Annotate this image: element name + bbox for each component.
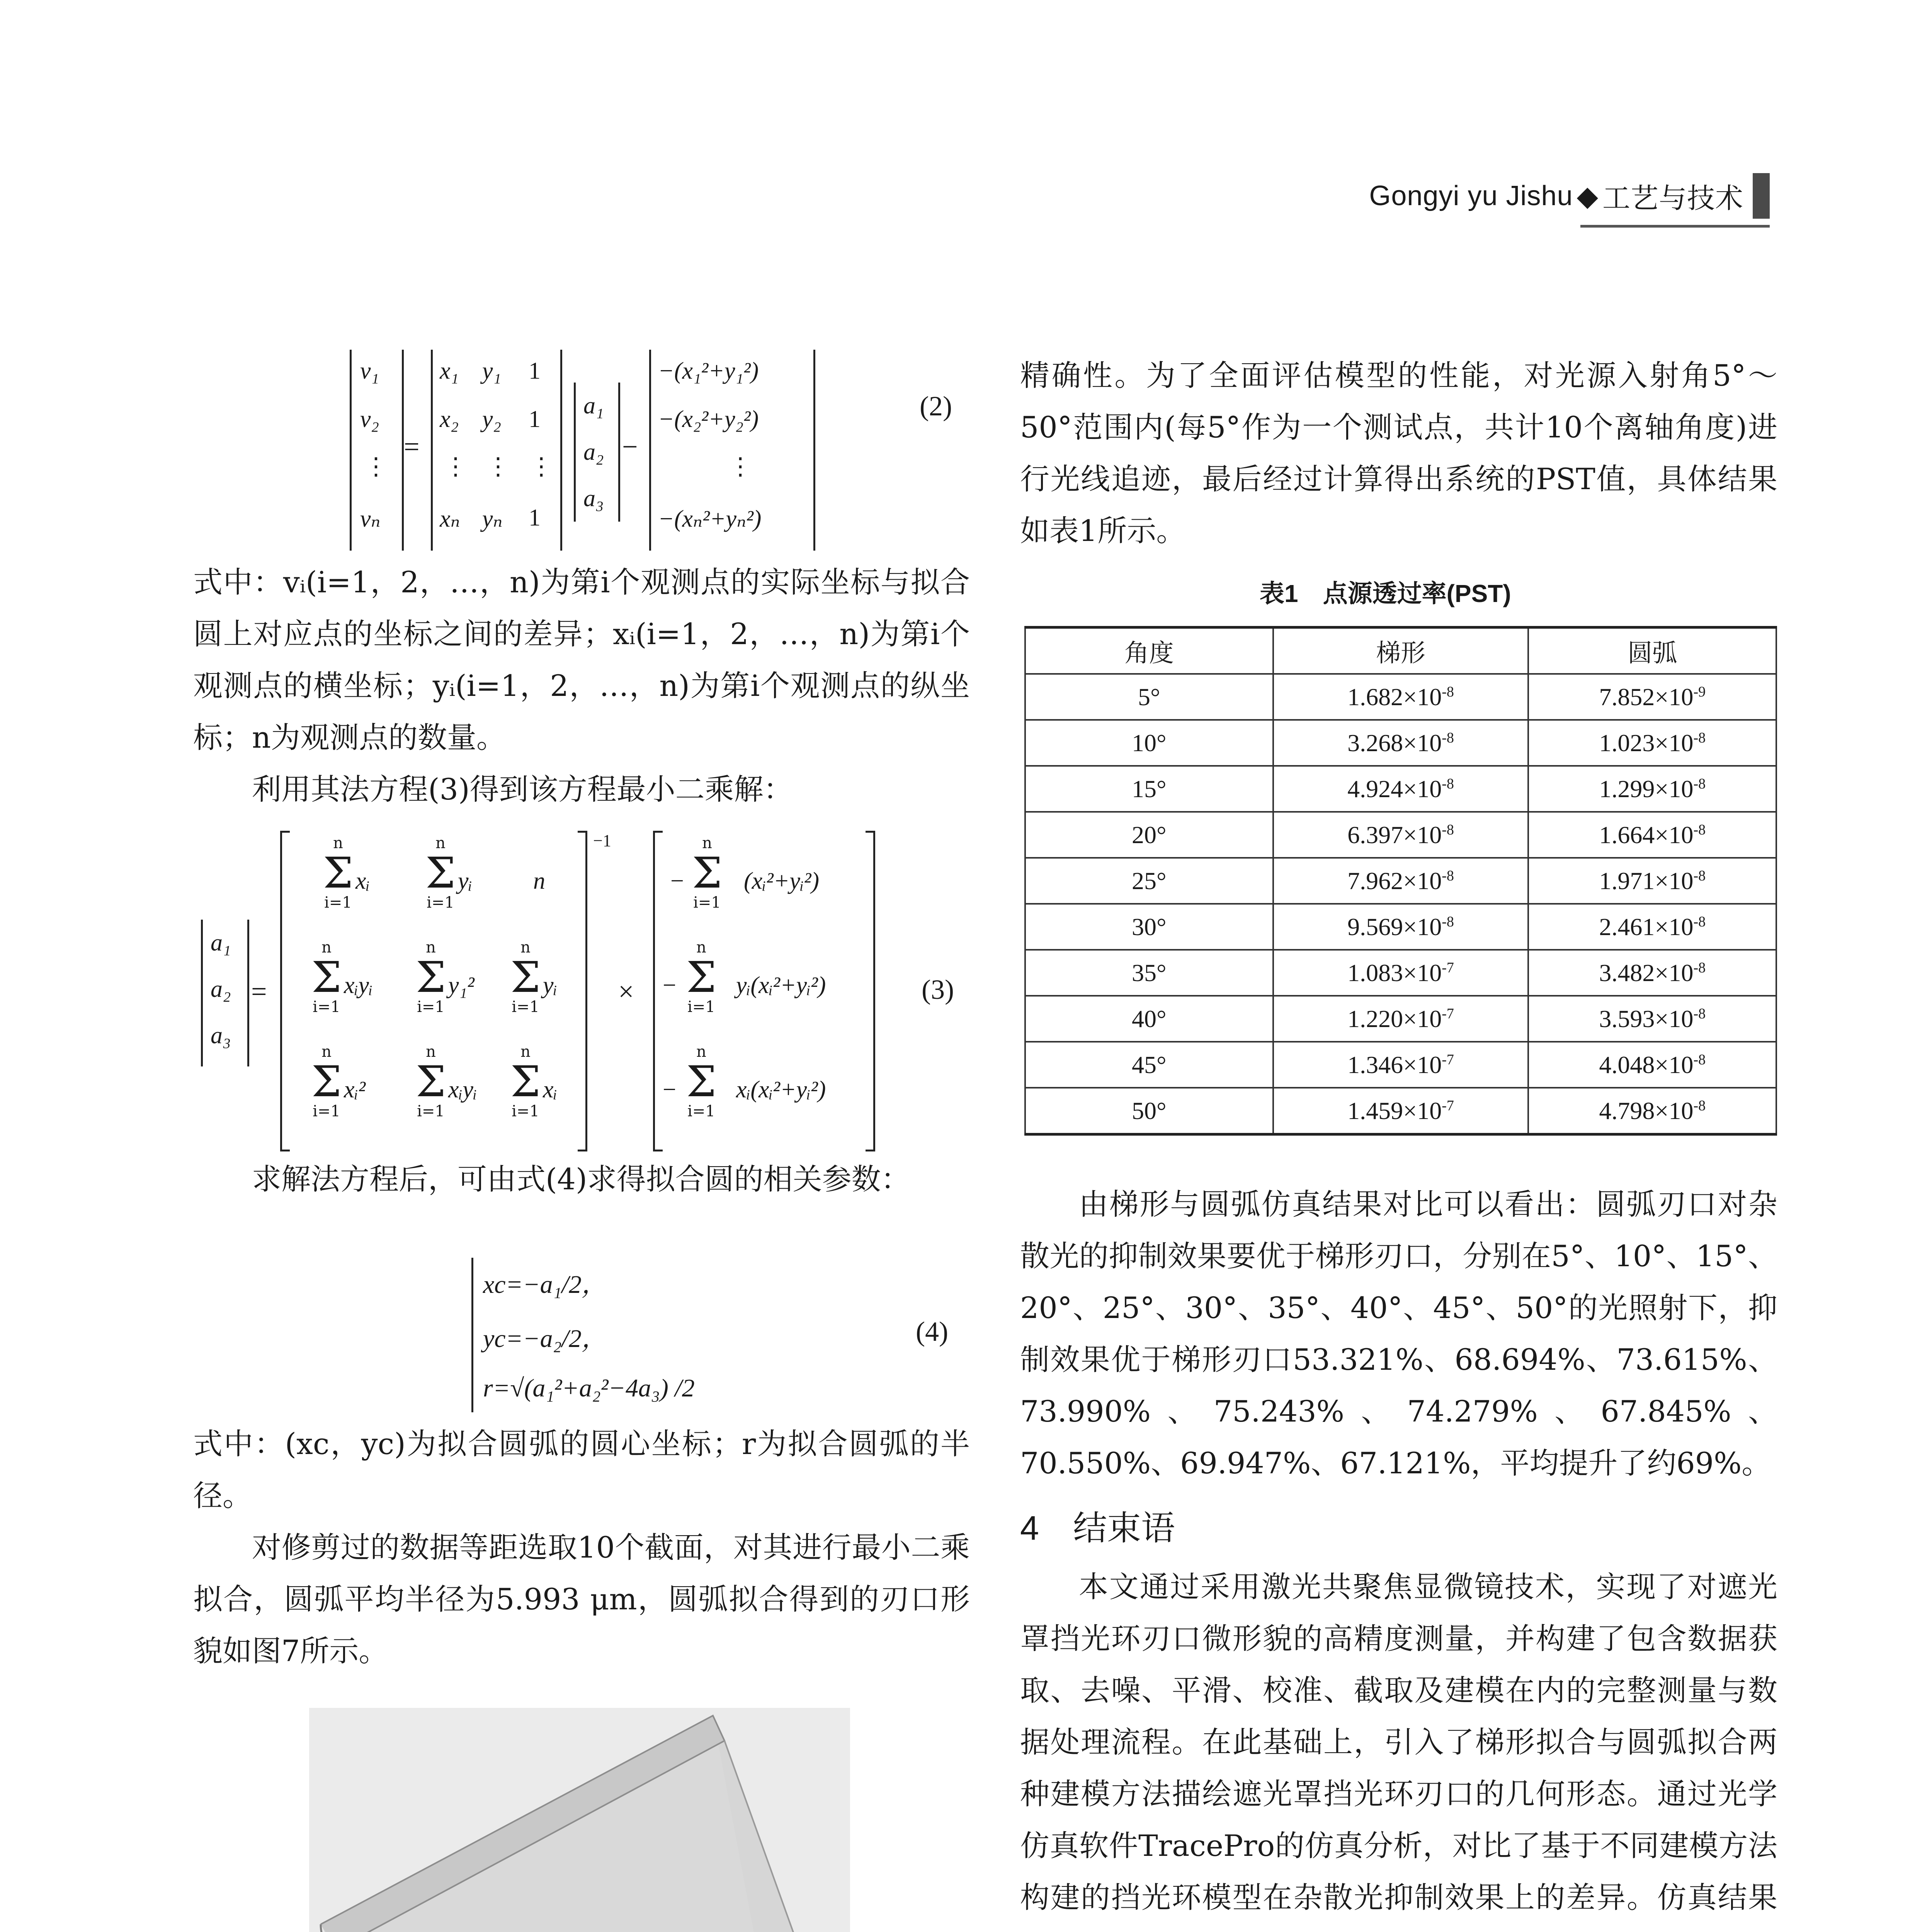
cell-arc [1528,720,1776,766]
section-name: 工艺与技术 [1602,183,1743,214]
eq3-a2: a₂ [211,976,231,1002]
eq2-v2: v₂ [360,406,379,432]
sum-top: n [333,834,343,852]
eq3-m1-r1c1: n Σ i=1 [299,835,377,911]
table-row [1025,674,1776,720]
eq3-m1-r2c2-term: y₁² [448,972,474,998]
sum-bottom: i=1 [687,1102,715,1120]
eq3-m1-r1c2-term: yᵢ [458,868,473,894]
trap-exponent: -8 [1442,867,1454,884]
trap-exponent: -7 [1442,959,1454,976]
sum-top: n [321,1043,332,1061]
eq3-equals: = [251,976,267,1007]
trap-mantissa: 7.962×10 [1347,867,1442,895]
cell-angle: 30° [1025,904,1273,950]
eq3-m1-r1c3: n [533,868,545,894]
cell-angle: 50° [1025,1088,1273,1134]
cell-trapezoid [1273,858,1529,904]
cell-trapezoid [1273,812,1529,858]
eq3-m2-left-bracket [653,831,663,1151]
eq2-one2: 1 [529,406,541,432]
eq2-dots-b: ⋮ [486,454,510,480]
eq2-xn: xₙ [440,506,460,532]
arc-mantissa: 7.852×10 [1599,683,1694,711]
cell-arc [1528,1088,1776,1134]
trap-mantissa: 1.346×10 [1347,1051,1442,1078]
trap-exponent: -8 [1442,684,1454,700]
trap-exponent: -7 [1442,1005,1454,1022]
eq2-rhs1: −(x₁²+y₁²) [658,358,759,384]
sum-top: n [520,1043,531,1061]
comparison-paragraph: 由梯形与圆弧仿真结果对比可以看出：圆弧刃口对杂散光的抑制效果要优于梯形刃口，分别在5°、10°、15°、20°、25°、30°、35°、40°、45°、50°的光照射下，抑制效果优于梯形刃口53.321%、68.694%、73.615%、73.990%、75.243%、74.279%、67.845%、70.550%、69.947%、67.121%，平均提升了约69%。 [1020,1187,1777,1480]
eq3-m1-right-bracket [578,831,587,1151]
table-row [1025,812,1776,858]
sum-top: n [426,1043,436,1061]
eq3-m1-r2c1-term: xᵢyᵢ [344,972,373,998]
arc-exponent: -9 [1693,684,1706,700]
right-column-block3 [1020,1561,1777,1932]
table-1-caption: 表1 点源透过率(PST) [1260,580,1511,607]
trap-mantissa: 1.220×10 [1347,1005,1442,1032]
cell-trapezoid [1273,1042,1529,1088]
sum-top: n [321,939,332,956]
eq3-m1-r3c2-term: xᵢyᵢ [448,1077,477,1103]
sum-bottom: i=1 [417,998,445,1016]
arc-mantissa: 3.593×10 [1599,1005,1694,1032]
trap-exponent: -7 [1442,1051,1454,1068]
eq3-m1-r3c3-term: xᵢ [543,1077,558,1103]
sum-top: n [696,939,706,956]
eq2-dots-a: ⋮ [444,454,468,480]
arc-exponent: -8 [1693,913,1706,930]
eq4-brace [471,1258,476,1412]
trap-mantissa: 9.569×10 [1347,913,1442,940]
eq3-m1-r3c3: n Σ i=1 [487,1043,564,1120]
sum-bottom: i=1 [313,1102,340,1120]
eq3-m2-right-bracket [866,831,875,1151]
eq2-x-matrix [431,350,562,551]
arc-mantissa: 1.971×10 [1599,867,1694,895]
cell-angle: 40° [1025,996,1273,1042]
arc-exponent: -8 [1693,1005,1706,1022]
sum-bottom: i=1 [693,894,721,912]
sum-top: n [435,834,446,852]
cell-angle: 5° [1025,674,1273,720]
eq2-explanation: 式中：vᵢ(i=1，2，…，n)为第i个观测点的实际坐标与拟合圆上对应点的坐标之间的差异；xᵢ(i=1，2，…，n)为第i个观测点的横坐标；yᵢ(i=1，2，…，n)为第i个观测点的纵坐标；n为观测点的数量。 [193,565,970,755]
cell-arc [1528,674,1776,720]
eq3-m1-r1c2: n Σ i=1 [402,835,479,911]
trap-exponent: -8 [1442,730,1454,746]
pst-intro-paragraph: 精确性。为了全面评估模型的性能，对光源入射角5°～50°范围内(每5°作为一个测试点，共计10个离轴角度)进行光线追迹，最后经过计算得出系统的PST值，具体结果如表1所示。 [1020,358,1777,548]
trap-mantissa: 1.459×10 [1347,1097,1442,1124]
arc-exponent: -8 [1693,1051,1706,1068]
eq3-m2-r2-minus: − [663,972,676,998]
eq4-explanation: 式中：(xc，yc)为拟合圆弧的圆心坐标；r为拟合圆弧的半径。 [193,1427,970,1513]
arc-exponent: -8 [1693,867,1706,884]
left-column-block2 [193,1153,970,1205]
sum-bottom: i=1 [687,998,715,1016]
cell-arc [1528,950,1776,996]
arc-mantissa: 1.299×10 [1599,775,1694,803]
cell-arc [1528,858,1776,904]
conclusion-paragraph: 本文通过采用激光共聚焦显微镜技术，实现了对遮光罩挡光环刃口微形貌的高精度测量，并构建了包含数据获取、去噪、平滑、校准、截取及建模在内的完整测量与数据处理流程。在此基础上，引入了梯形拟合与圆弧拟合两种建模方法描绘遮光罩挡光环刃口的几何形态。通过光学仿真软件TracePro的仿真分析，对比了基于不同建模方法构建的挡光环模型在杂散光抑制效果上的差异。仿真结果 [1020,1570,1777,1915]
figure-7-arc-edge [309,1708,850,1932]
sum-top: n [702,834,712,852]
eq2-rhs2: −(x₂²+y₂²) [658,406,759,432]
arc-exponent: -8 [1693,959,1706,976]
sum-top: n [426,939,436,956]
cell-arc [1528,766,1776,812]
eq3-times: × [618,976,634,1007]
eq3-m2-r3-minus: − [663,1077,676,1103]
eq2-a-vector [574,383,620,522]
sum-bottom: i=1 [417,1102,445,1120]
eq3-m2-r2-sum: n Σ i=1 [663,939,740,1015]
eq3-a-vector [201,920,249,1066]
cell-arc [1528,1042,1776,1088]
eq2-v1: v₁ [360,358,379,384]
sum-bottom: i=1 [313,998,340,1016]
eq2-y1: y₁ [482,358,502,384]
arc-mantissa: 1.023×10 [1599,729,1694,757]
eq2-number: (2) [920,391,952,422]
cell-arc [1528,904,1776,950]
eq2-equals: = [404,431,420,462]
eq3-number: (3) [922,974,954,1005]
eq2-a2: a₂ [583,439,604,465]
header-angle: 角度 [1025,628,1273,674]
sum-top: n [696,1043,706,1061]
arc-mantissa: 4.048×10 [1599,1051,1694,1078]
eq2-vdots: ⋮ [364,454,388,480]
table-row [1025,720,1776,766]
header-bar [1753,173,1770,219]
eq3-m1-r2c3: n Σ i=1 [487,939,564,1015]
left-column-block3 [193,1418,970,1677]
eq3-m2-r2-term: yᵢ(xᵢ²+yᵢ²) [736,972,826,998]
arc-exponent: -8 [1693,776,1706,792]
sum-bottom: i=1 [512,1102,539,1120]
eq3-m2-r3-term: xᵢ(xᵢ²+yᵢ²) [736,1077,826,1103]
trap-mantissa: 4.924×10 [1347,775,1442,803]
solve-paragraph: 求解法方程后，可由式(4)求得拟合圆的相关参数： [252,1162,910,1196]
cell-trapezoid [1273,1088,1529,1134]
sum-bottom: i=1 [324,894,352,912]
cell-trapezoid [1273,996,1529,1042]
trap-mantissa: 3.268×10 [1347,729,1442,757]
running-header [1369,173,1770,219]
left-column-block1 [193,556,970,815]
cell-angle: 20° [1025,812,1273,858]
eq4-number: (4) [916,1316,948,1347]
arc-mantissa: 4.798×10 [1599,1097,1694,1124]
table-row [1025,904,1776,950]
sum-bottom: i=1 [512,998,539,1016]
right-column-block2 [1020,1179,1777,1489]
eq3-inverse: −1 [593,831,611,850]
eq4-yc: yc=−a₂/2， [483,1325,607,1353]
cell-trapezoid [1273,766,1529,812]
table-row [1025,1088,1776,1134]
cell-angle: 10° [1025,720,1273,766]
eq3-m1-r2c1: n Σ i=1 [288,939,365,1015]
eq3-m2-r1-minus: − [670,868,684,894]
arc-exponent: -8 [1693,821,1706,838]
table-row [1025,1042,1776,1088]
arc-mantissa: 3.482×10 [1599,959,1694,986]
trap-mantissa: 1.083×10 [1347,959,1442,986]
eq2-a3: a₃ [583,485,604,512]
cell-arc [1528,812,1776,858]
cell-angle: 15° [1025,766,1273,812]
table-row [1025,858,1776,904]
cell-angle: 35° [1025,950,1273,996]
eq2-x2: x₂ [440,406,459,432]
cell-arc [1528,996,1776,1042]
header-trapezoid: 梯形 [1273,628,1529,674]
eq2-one1: 1 [529,358,541,384]
eq3-m1-r1c1-term: xᵢ [355,868,370,894]
cell-angle: 45° [1025,1042,1273,1088]
eq2-onen: 1 [529,505,541,531]
trap-exponent: -8 [1442,913,1454,930]
eq2-y2: y₂ [482,406,502,432]
journal-pinyin: Gongyi yu Jishu [1369,180,1573,211]
header-underline [1580,225,1770,228]
table-row [1025,996,1776,1042]
pst-table [1024,626,1777,1136]
normal-equation-intro: 利用其法方程(3)得到该方程最小二乘解： [252,772,793,806]
eq2-yn: yₙ [482,506,503,532]
eq3-m1-r2c3-term: yᵢ [543,972,558,998]
table-row [1025,766,1776,812]
trap-exponent: -7 [1442,1097,1454,1114]
eq4-r: r=√(a₁²+a₂²−4a₃) /2 [483,1374,695,1402]
eq3-m1-r3c2: n Σ i=1 [392,1043,469,1120]
header-arc: 圆弧 [1528,628,1776,674]
arc-exponent: -8 [1693,730,1706,746]
eq2-rhsn: −(xₙ²+yₙ²) [658,506,762,532]
fitting-paragraph: 对修剪过的数据等距选取10个截面，对其进行最小二乘拟合，圆弧平均半径为5.993 μm，圆弧拟合得到的刃口形貌如图7所示。 [193,1530,970,1668]
cell-angle: 25° [1025,858,1273,904]
diamond-icon: ◆ [1577,181,1599,212]
cell-trapezoid [1273,904,1529,950]
eq3-a1: a₁ [211,930,231,956]
eq2-minus: − [622,431,638,462]
eq3-m1-r3c1: n Σ i=1 [288,1043,365,1120]
eq4-xc: xc=−a₁/2， [483,1270,607,1299]
eq2-a1: a₁ [583,393,604,419]
eq3-m2-r3-sum: n Σ i=1 [663,1043,740,1120]
trap-exponent: -8 [1442,821,1454,838]
trap-exponent: -8 [1442,776,1454,792]
eq3-m1-r2c2: n Σ i=1 [392,939,469,1015]
eq2-dots-c: ⋮ [529,454,553,480]
cell-trapezoid [1273,674,1529,720]
arc-mantissa: 2.461×10 [1599,913,1694,940]
eq3-m2-r1-sum: n Σ i=1 [668,835,746,911]
eq3-m2-r1-term: (xᵢ²+yᵢ²) [744,868,819,894]
eq2-x1: x₁ [440,358,459,384]
cell-trapezoid [1273,720,1529,766]
eq2-rhs-vector [649,350,815,551]
section-4-heading: 4 结束语 [1020,1509,1175,1547]
sum-top: n [520,939,531,956]
trap-mantissa: 1.682×10 [1347,683,1442,711]
eq2-v-vector [350,350,404,551]
eq3-m1-r3c1-term: xᵢ² [344,1077,366,1103]
table-header-row [1025,628,1776,674]
arc-mantissa: 1.664×10 [1599,821,1694,849]
table-row [1025,950,1776,996]
eq3-a3: a₃ [211,1022,231,1049]
arc-exponent: -8 [1693,1097,1706,1114]
cell-trapezoid [1273,950,1529,996]
sum-bottom: i=1 [427,894,454,912]
eq2-vn: vₙ [360,506,381,532]
trap-mantissa: 6.397×10 [1347,821,1442,849]
eq2-rhs-dots: ⋮ [728,454,752,480]
right-column-block1 [1020,350,1777,557]
